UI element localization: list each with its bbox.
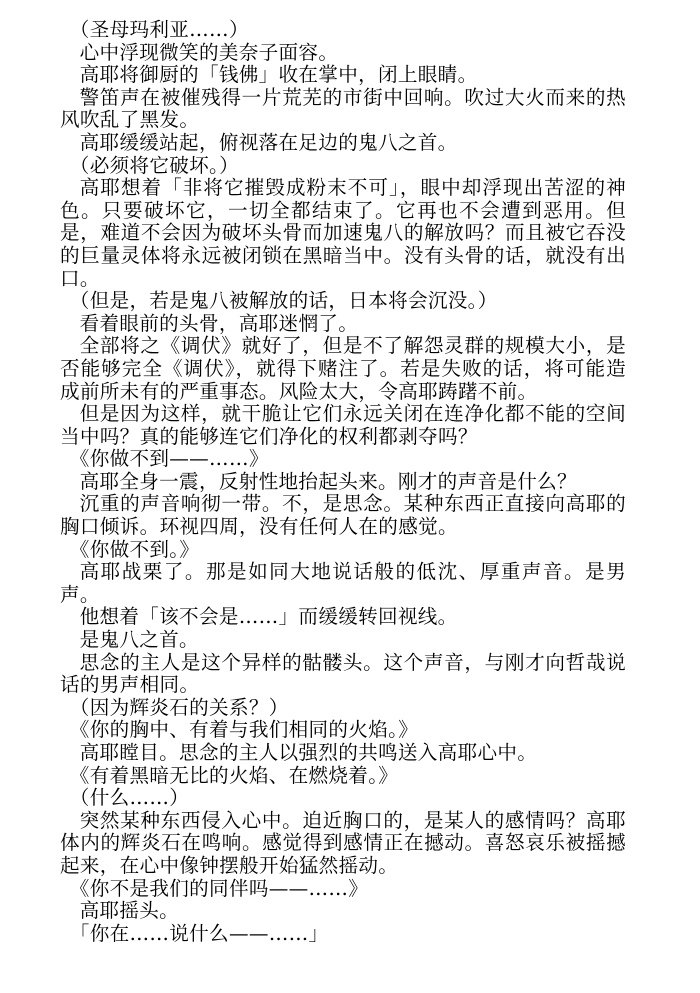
paragraph: 高耶缓缓站起，俯视落在足边的鬼八之首。 (79, 130, 458, 154)
paragraph: 《你的胸中、有着与我们相同的火焰。》 (69, 718, 419, 742)
paragraph: （必须将它破坏。） (69, 153, 240, 177)
paragraph: 心中浮现微笑的美奈子面容。 (79, 40, 339, 64)
paragraph: 高耶瞠目。思念的主人以强烈的共鸣送入高耶心中。 (79, 741, 538, 764)
paragraph: 全部将之《调伏》就好了，但是不了解怨灵群的规模大小，是否能够完全《调伏》，就得下赌注了。若是失败的话，将可能造成前所未有的严重事态。风险太大，令高耶踌躇不前。 (60, 334, 626, 403)
document-page (60, 19, 626, 945)
paragraph: （因为辉炎石的关系？） (69, 695, 289, 719)
paragraph: （但是，若是鬼八被解放的话，日本将会沉没。） (69, 289, 498, 313)
paragraph: 看着眼前的头骨，高耶迷惘了。 (79, 311, 359, 335)
paragraph: （圣母玛利亚……） (69, 18, 249, 41)
paragraph: 《你不是我们的同伴吗——……》 (69, 876, 369, 900)
paragraph: 高耶全身一震，反射性地抬起头来。刚才的声音是什么？ (79, 469, 577, 493)
paragraph: 思念的主人是这个异样的骷髅头。这个声音，与刚才向哲哉说话的男声相同。 (60, 650, 626, 697)
paragraph: 「你在……说什么——……」 (69, 921, 329, 945)
paragraph: 高耶将御厨的「钱佛」收在掌中，闭上眼睛。 (79, 63, 478, 87)
paragraph: 他想着「该不会是……」而缓缓转回视线。 (79, 605, 458, 629)
paragraph: 高耶摇头。 (79, 899, 180, 923)
paragraph: 突然某种东西侵入心中。迫近胸口的，是某人的感情吗？高耶体内的辉炎石在鸣响。感觉得到感情正在撼动。喜怒哀乐被摇撼起来，在心中像钟摆般开始猛然摇动。 (60, 808, 626, 877)
paragraph: 《有着黑暗无比的火焰、在燃烧着。》 (69, 763, 399, 787)
paragraph: 警笛声在被催残得一片荒芜的市街中回响。吹过大火而来的热风吹乱了黑发。 (60, 85, 626, 132)
paragraph: 是鬼八之首。 (79, 628, 199, 652)
paragraph: 高耶战栗了。那是如同大地说话般的低沈、厚重声音。是男声。 (60, 560, 626, 606)
paragraph: 《你做不到——……》 (69, 447, 269, 471)
paragraph: 高耶想着「非将它摧毁成粉末不可」，眼中却浮现出苦涩的神色。只要破坏它，一切全都结束了。它再也不会遭到恶用。但是，难道不会因为破坏头骨而加速鬼八的解放吗？而且被它吞没的巨量灵体将永远被闭锁在黑暗当中。没有头骨的话，就没有出口。 (60, 176, 626, 290)
paragraph: 《你做不到。》 (69, 537, 200, 561)
paragraph: （什么……） (69, 786, 190, 810)
paragraph: 沉重的声音响彻一带。不，是思念。某种东西正直接向高耶的胸口倾诉。环视四周，没有任何人在的感觉。 (60, 492, 626, 539)
paragraph: 但是因为这样，就干脆让它们永远关闭在连净化都不能的空间当中吗？真的能够连它们净化的权利都剥夺吗？ (60, 402, 626, 448)
